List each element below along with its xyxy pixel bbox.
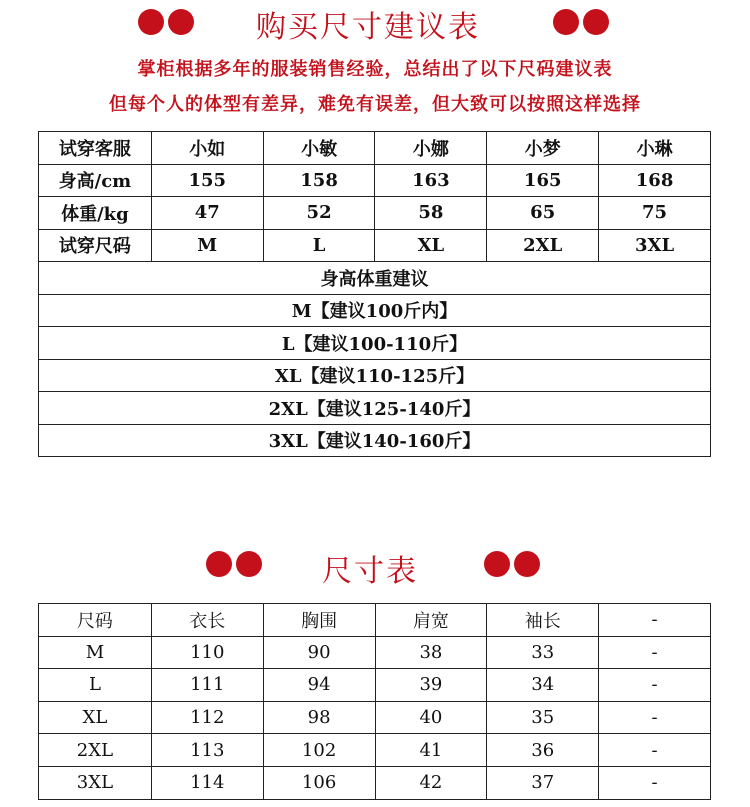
table-cell: 40 (375, 701, 487, 734)
table-cell: 163 (375, 164, 487, 197)
recommend-title: 购买尺寸建议表 (256, 10, 480, 45)
table-cell: 75 (599, 197, 711, 230)
decorative-dots-right (484, 551, 540, 577)
table-cell: 3XL (39, 766, 152, 799)
table-row (39, 734, 711, 767)
table-cell: 小娜 (375, 132, 487, 165)
table-cell: 42 (375, 766, 487, 799)
recommend-note-line-2: 但每个人的体型有差异，难免有误差，但大致可以按照这样选择 (109, 94, 641, 115)
table-cell: 102 (263, 734, 375, 767)
advice-cell: M【建议100斤内】 (39, 294, 711, 327)
table-cell: 98 (263, 701, 375, 734)
column-header: - (599, 604, 711, 637)
red-dot-icon (484, 551, 510, 577)
table-cell: 110 (151, 636, 263, 669)
table-cell: 106 (263, 766, 375, 799)
advice-cell: 3XL【建议140-160斤】 (39, 424, 711, 457)
table-cell: - (599, 636, 711, 669)
table-cell: 3XL (599, 229, 711, 262)
table-cell: - (599, 734, 711, 767)
table-cell: 65 (487, 197, 599, 230)
table-cell: 小敏 (263, 132, 375, 165)
table-row (39, 766, 711, 799)
table-cell: 58 (375, 197, 487, 230)
table-row (39, 197, 711, 230)
table-cell: - (599, 766, 711, 799)
table-cell: 158 (263, 164, 375, 197)
table-cell: L (263, 229, 375, 262)
table-cell: 111 (151, 669, 263, 702)
recommend-note-line-1: 掌柜根据多年的服装销售经验，总结出了以下尺码建议表 (137, 59, 613, 80)
column-header: 尺码 (39, 604, 152, 637)
table-cell: XL (39, 701, 152, 734)
row-label-cell: 身高/cm (39, 164, 152, 197)
table-cell: 168 (599, 164, 711, 197)
table-cell: 35 (487, 701, 599, 734)
table-cell: 小如 (151, 132, 263, 165)
row-label-cell: 试穿客服 (39, 132, 152, 165)
table-cell: M (39, 636, 152, 669)
table-cell: 2XL (487, 229, 599, 262)
table-cell: 39 (375, 669, 487, 702)
table-cell: 41 (375, 734, 487, 767)
table-row (39, 701, 711, 734)
size-chart-title: 尺寸表 (322, 554, 418, 589)
table-cell: 47 (151, 197, 263, 230)
table-cell: - (599, 701, 711, 734)
advice-cell: L【建议100-110斤】 (39, 327, 711, 360)
advice-cell: XL【建议110-125斤】 (39, 359, 711, 392)
table-cell: 155 (151, 164, 263, 197)
table-cell: 34 (487, 669, 599, 702)
size-chart-table (38, 603, 711, 800)
advice-header-cell: 身高体重建议 (39, 262, 711, 295)
table-cell: 94 (263, 669, 375, 702)
table-row (39, 164, 711, 197)
red-dot-icon (583, 9, 609, 35)
red-dot-icon (553, 9, 579, 35)
fit-recommendation-table (38, 131, 711, 457)
table-row (39, 132, 711, 165)
column-header: 肩宽 (375, 604, 487, 637)
red-dot-icon (514, 551, 540, 577)
table-cell: 小梦 (487, 132, 599, 165)
table-cell: 90 (263, 636, 375, 669)
table-row (39, 669, 711, 702)
column-header: 衣长 (151, 604, 263, 637)
decorative-dots-right (553, 9, 609, 35)
table-cell: 38 (375, 636, 487, 669)
table-cell: M (151, 229, 263, 262)
row-label-cell: 体重/kg (39, 197, 152, 230)
table-cell: 165 (487, 164, 599, 197)
table-row (39, 327, 711, 360)
table-cell: XL (375, 229, 487, 262)
table-row (39, 294, 711, 327)
table-header-row (39, 604, 711, 637)
decorative-dots-left (206, 551, 262, 577)
row-label-cell: 试穿尺码 (39, 229, 152, 262)
table-cell: 小琳 (599, 132, 711, 165)
table-row (39, 636, 711, 669)
table-cell: 112 (151, 701, 263, 734)
decorative-dots-left (138, 9, 194, 35)
table-row (39, 424, 711, 457)
table-cell: 36 (487, 734, 599, 767)
red-dot-icon (138, 9, 164, 35)
table-cell: - (599, 669, 711, 702)
table-row (39, 359, 711, 392)
table-row (39, 392, 711, 425)
table-cell: 33 (487, 636, 599, 669)
advice-cell: 2XL【建议125-140斤】 (39, 392, 711, 425)
column-header: 袖长 (487, 604, 599, 637)
table-row (39, 262, 711, 295)
table-cell: 2XL (39, 734, 152, 767)
red-dot-icon (236, 551, 262, 577)
table-cell: 52 (263, 197, 375, 230)
red-dot-icon (206, 551, 232, 577)
table-row (39, 229, 711, 262)
table-cell: 113 (151, 734, 263, 767)
table-cell: L (39, 669, 152, 702)
red-dot-icon (168, 9, 194, 35)
table-cell: 37 (487, 766, 599, 799)
column-header: 胸围 (263, 604, 375, 637)
table-cell: 114 (151, 766, 263, 799)
